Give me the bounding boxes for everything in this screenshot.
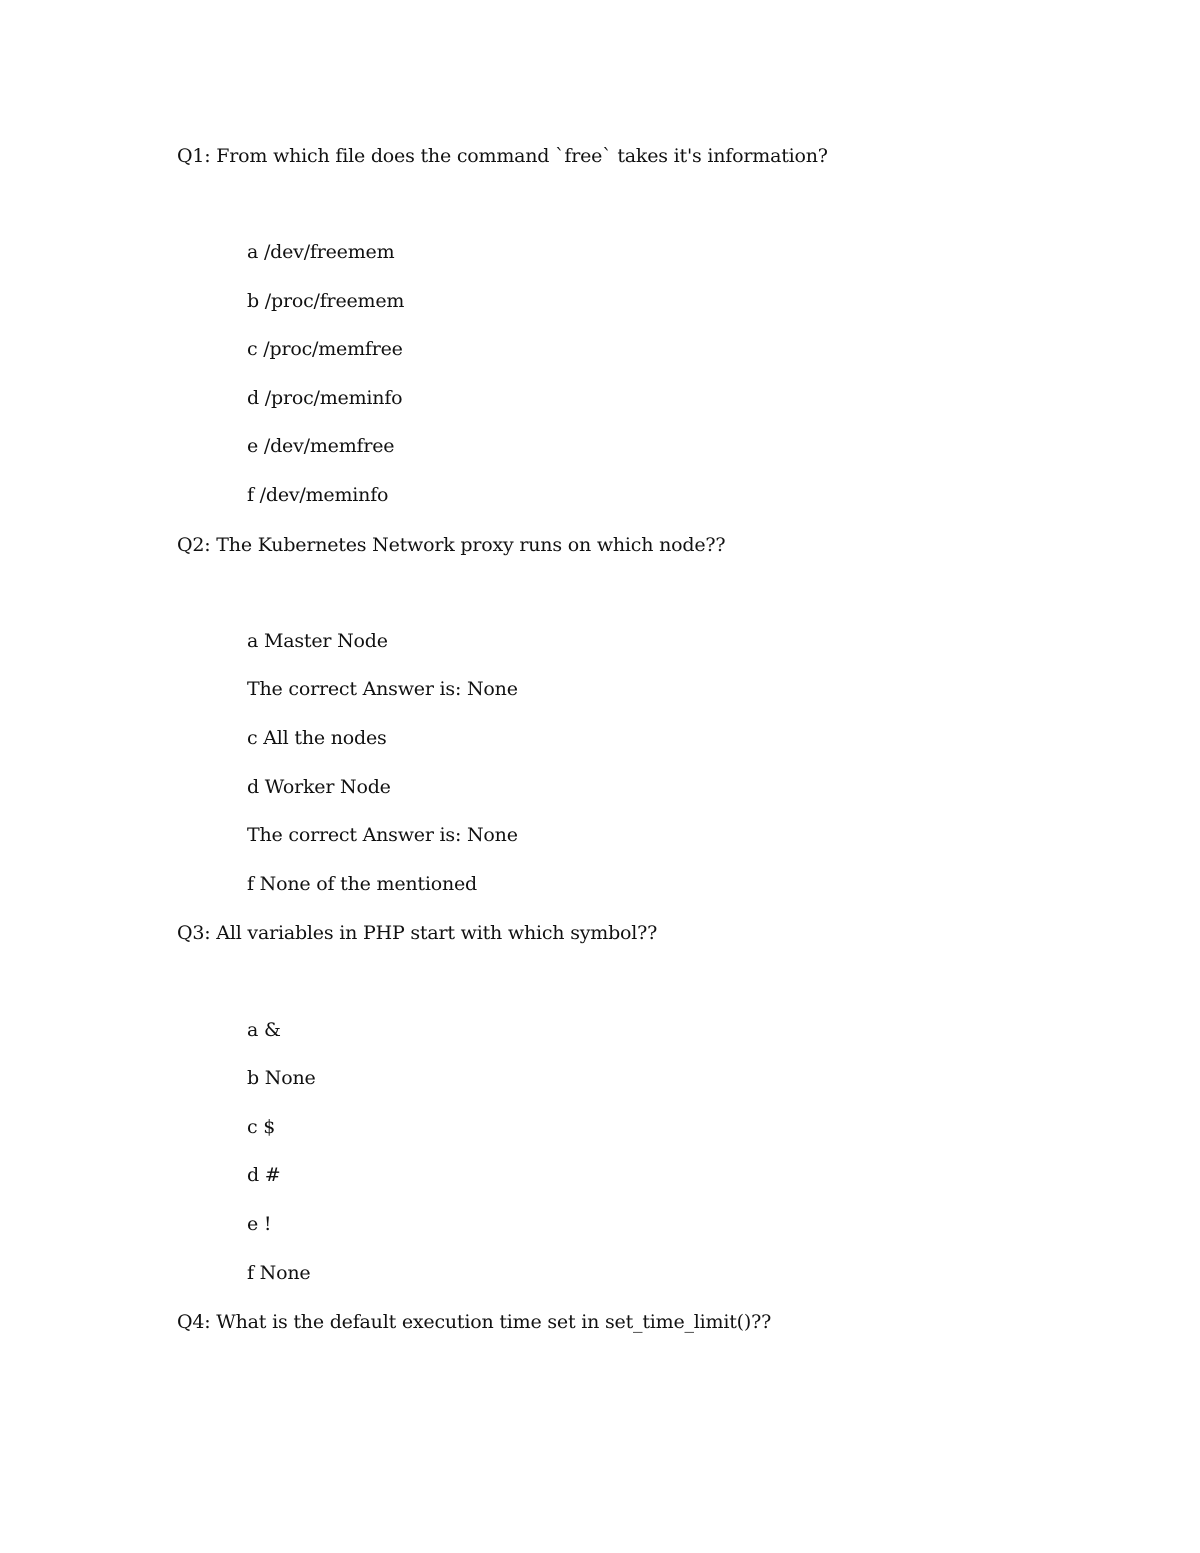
q3-option-b: b None	[247, 1067, 316, 1089]
q3-option-f: f None	[247, 1262, 311, 1284]
q1-option-f: f /dev/meminfo	[247, 484, 389, 506]
q3-option-e: e !	[247, 1213, 272, 1235]
q3-option-d: d #	[247, 1164, 281, 1186]
q2-option-e: The correct Answer is: None	[247, 824, 518, 846]
q2-option-d: d Worker Node	[247, 776, 391, 798]
q2-option-b: The correct Answer is: None	[247, 678, 518, 700]
question-1: Q1: From which file does the command `free` takes it's information?	[177, 145, 828, 167]
q3-option-c: c $	[247, 1116, 276, 1138]
q1-option-d: d /proc/meminfo	[247, 387, 403, 409]
q2-option-f: f None of the mentioned	[247, 873, 478, 895]
q1-option-e: e /dev/memfree	[247, 435, 395, 457]
q3-option-a: a &	[247, 1019, 281, 1041]
q1-option-b: b /proc/freemem	[247, 290, 405, 312]
question-2: Q2: The Kubernetes Network proxy runs on which node??	[177, 534, 726, 556]
q2-option-a: a Master Node	[247, 630, 388, 652]
q1-option-c: c /proc/memfree	[247, 338, 403, 360]
question-3: Q3: All variables in PHP start with which symbol??	[177, 922, 658, 944]
question-4: Q4: What is the default execution time set in set_time_limit()??	[177, 1311, 772, 1333]
q1-option-a: a /dev/freemem	[247, 241, 395, 263]
q2-option-c: c All the nodes	[247, 727, 387, 749]
